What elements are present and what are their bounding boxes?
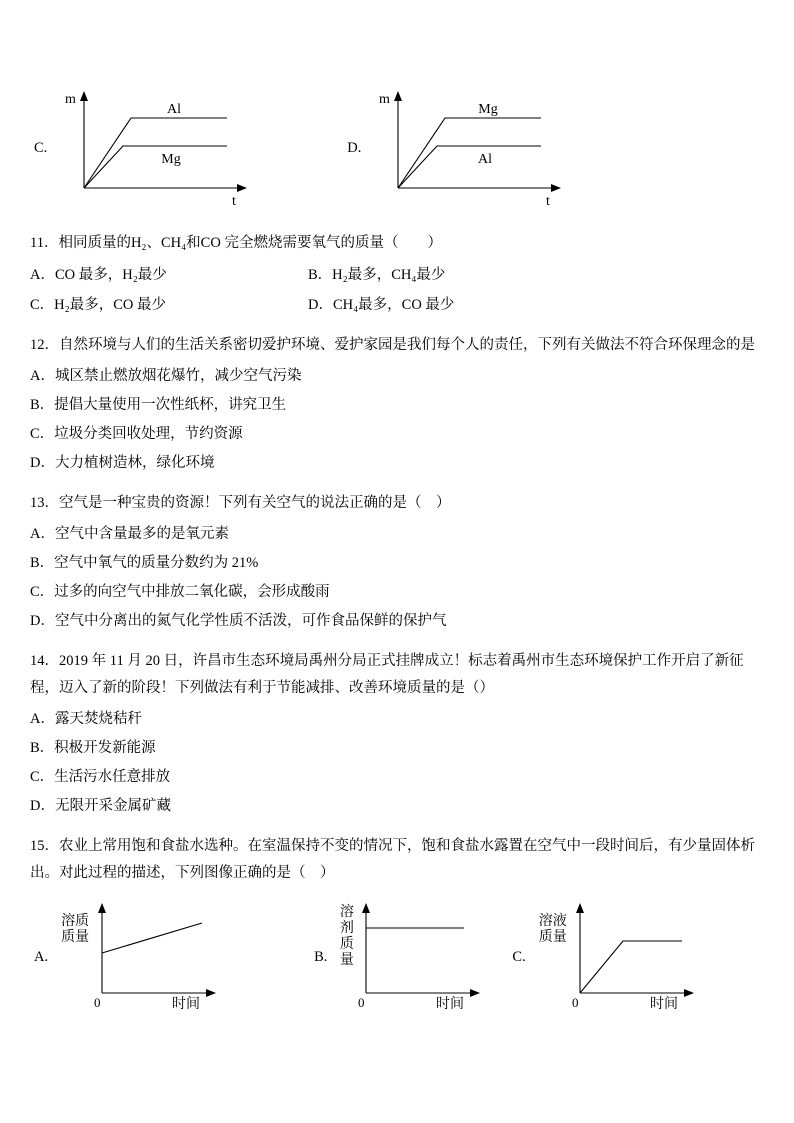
origin-label: 0 [358, 995, 365, 1010]
q15-stem: 15．农业上常用饱和食盐水选种。在室温保持不变的情况下，饱和食盐水露置在空气中一段时间后，有少量固体析出。对此过程的描述，下列图像正确的是（ ） [30, 838, 755, 881]
rising-line-curve [102, 923, 202, 953]
solvent-mass-graph [354, 901, 490, 1013]
q11-options [30, 260, 770, 320]
x-axis-label: 时间 [436, 997, 465, 1012]
y-axis-label: m [65, 92, 77, 107]
q14-option-a: A．露天焚烧秸秆 [30, 711, 142, 727]
x-axis-label: 时间 [172, 997, 201, 1012]
q15-option-b-block [314, 901, 490, 1013]
option-d-label: D. [347, 139, 362, 156]
q14-options [30, 705, 770, 821]
y-axis-label: m [379, 92, 391, 107]
q14-option-c: C．生活污水任意排放 [30, 769, 171, 785]
y-axis-label: 溶剂质量 [339, 905, 354, 968]
option-d-block [347, 88, 573, 208]
q15-graph-options [34, 901, 770, 1013]
q15-option-c-label: C. [512, 948, 526, 965]
q13-option-a: A．空气中含量最多的是氧元素 [30, 526, 229, 542]
y-axis-arrow-icon [394, 91, 402, 101]
q13-option-d: D．空气中分离出的氮气化学性质不活泼，可作食品保鲜的保护气 [30, 613, 447, 629]
origin-label: 0 [94, 995, 101, 1010]
x-axis-arrow-icon [206, 989, 216, 997]
q12-options [30, 362, 770, 478]
solute-mass-graph [90, 901, 226, 1013]
option-d-graph [373, 88, 573, 208]
x-axis-label: t [546, 194, 551, 208]
lower-curve [398, 146, 541, 188]
option-c-graph [59, 88, 259, 208]
q13-options [30, 520, 770, 636]
q15-option-a-block [34, 901, 226, 1013]
question-15 [30, 833, 770, 1013]
origin-label: 0 [571, 995, 579, 1010]
q11-option-c: C．H₂最多，CO 最少 [30, 297, 166, 313]
q11-option-b: B．H₂最多，CH₄最少 [308, 267, 446, 283]
q14-option-d: D．无限开采金属矿藏 [30, 798, 171, 814]
question-11 [30, 230, 770, 320]
q15-option-a-graph [60, 901, 226, 1013]
y-axis-arrow-icon [98, 903, 106, 913]
q15-option-b-graph [339, 901, 490, 1013]
question-12 [30, 332, 770, 478]
upper-curve [398, 118, 541, 188]
question10-graph-options [34, 88, 770, 208]
option-c-block [34, 88, 259, 208]
y-axis-arrow-icon [80, 91, 88, 101]
x-axis-arrow-icon [684, 989, 694, 997]
question-13 [30, 490, 770, 636]
q13-option-c: C．过多的向空气中排放二氧化碳，会形成酸雨 [30, 584, 330, 600]
y-axis-arrow-icon [362, 903, 370, 913]
q13-stem: 13．空气是一种宝贵的资源！下列有关空气的说法正确的是（ ） [30, 495, 451, 511]
lower-curve-label: Mg [161, 152, 182, 167]
q11-stem: 11．相同质量的H₂、CH₄和CO 完全燃烧需要氧气的质量（ ） [30, 235, 442, 251]
lower-curve-label: Al [478, 152, 493, 167]
question-14 [30, 648, 770, 821]
q14-option-b: B．积极开发新能源 [30, 740, 156, 756]
x-axis-arrow-icon [470, 989, 480, 997]
x-axis-arrow-icon [551, 184, 561, 192]
y-axis-label: 溶质质量 [61, 914, 90, 945]
q12-stem: 12．自然环境与人们的生活关系密切爱护环境、爱护家园是我们每个人的责任，下列有关做法不符合环保理念的是 [30, 337, 755, 353]
lower-curve [84, 146, 227, 188]
x-axis-label: t [232, 194, 237, 208]
q15-option-a-label: A. [34, 948, 49, 965]
q15-option-c-block [512, 901, 703, 1013]
q14-stem: 14．2019 年 11 月 20 日，许昌市生态环境局禹州分局正式挂牌成立！标志着禹州市生态环境保护工作开启了新征程，迈入了新的阶段！下列做法有利于节能减排、改善环境质量的是（） [30, 653, 744, 696]
upper-curve-label: Mg [478, 102, 499, 117]
x-axis-arrow-icon [237, 184, 247, 192]
x-axis-label: 时间 [649, 997, 678, 1012]
q12-option-a: A．城区禁止燃放烟花爆竹，减少空气污染 [30, 368, 302, 384]
upper-curve [84, 118, 227, 188]
solution-mass-graph [568, 901, 704, 1013]
q12-option-d: D．大力植树造林，绿化环境 [30, 455, 215, 471]
q11-option-d: D．CH₄最多，CO 最少 [308, 297, 455, 313]
y-axis-label: 溶液质量 [538, 914, 567, 945]
q13-option-b: B．空气中氧气的质量分数约为 21% [30, 555, 259, 571]
y-axis-arrow-icon [576, 903, 584, 913]
option-c-label: C. [34, 139, 48, 156]
q15-option-c-graph [538, 901, 704, 1013]
q15-option-b-label: B. [314, 948, 328, 965]
q12-option-b: B．提倡大量使用一次性纸杯，讲究卫生 [30, 397, 287, 413]
q12-option-c: C．垃圾分类回收处理，节约资源 [30, 426, 243, 442]
rise-then-flat-curve [580, 941, 682, 993]
q11-option-a: A．CO 最多，H₂最少 [30, 267, 167, 283]
upper-curve-label: Al [167, 102, 182, 117]
